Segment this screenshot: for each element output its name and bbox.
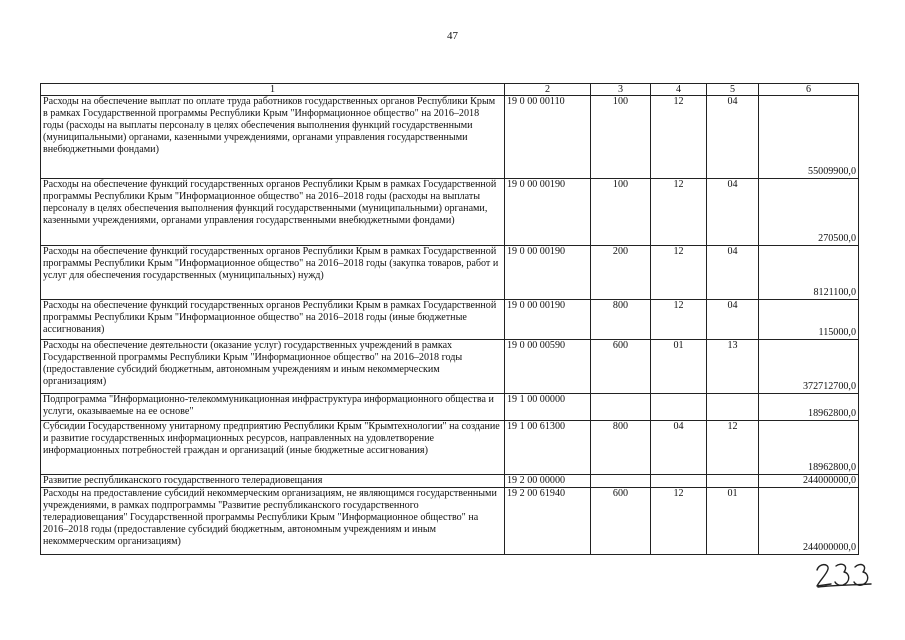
expense-type-code: 800	[591, 300, 651, 340]
target-article-code: 19 0 00 00190	[505, 246, 591, 300]
table-row	[41, 394, 859, 421]
row-description: Расходы на обеспечение функций государственных органов Республики Крым в рамках Государственной программы Республики Крым "Информационное общество" на 2016–2018 годы (иные бюджетные ассигнования)	[41, 300, 505, 340]
amount: 115000,0	[759, 300, 859, 340]
expense-type-code: 200	[591, 246, 651, 300]
amount: 244000000,0	[759, 488, 859, 555]
subsection-code: 12	[707, 421, 759, 475]
target-article-code: 19 0 00 00110	[505, 96, 591, 179]
handwritten-page-number	[814, 560, 874, 588]
column-header: 3	[591, 84, 651, 96]
subsection-code: 04	[707, 179, 759, 246]
section-code: 04	[651, 421, 707, 475]
expense-type-code: 100	[591, 179, 651, 246]
amount: 18962800,0	[759, 394, 859, 421]
table-row	[41, 421, 859, 475]
amount: 270500,0	[759, 179, 859, 246]
subsection-code: 01	[707, 488, 759, 555]
expense-type-code: 100	[591, 96, 651, 179]
table-row	[41, 488, 859, 555]
target-article-code: 19 0 00 00190	[505, 300, 591, 340]
table-row	[41, 340, 859, 394]
row-description: Расходы на обеспечение функций государственных органов Республики Крым в рамках Государственной программы Республики Крым "Информационное общество" на 2016–2018 годы (расходы на выплаты персоналу в целях обеспечения выполнения функций государственными (муниципальными) органами, казенными учреждениями, органами управления государственными внебюджетными фондами)	[41, 179, 505, 246]
amount: 55009900,0	[759, 96, 859, 179]
target-article-code: 19 1 00 61300	[505, 421, 591, 475]
amount: 18962800,0	[759, 421, 859, 475]
target-article-code: 19 2 00 00000	[505, 475, 591, 488]
column-header: 1	[41, 84, 505, 96]
row-description: Развитие республиканского государственного телерадиовещания	[41, 475, 505, 488]
expense-type-code: 600	[591, 340, 651, 394]
expense-type-code: 800	[591, 421, 651, 475]
budget-table	[40, 83, 859, 555]
row-description: Расходы на предоставление субсидий некоммерческим организациям, не являющимся государственными учреждениями, в рамках подпрограммы "Развитие республиканского государственного телерадиовещания" Государственной программы Республики Крым "Информационное общество" на 2016–2018 годы (предоставление субсидий бюджетным, автономным учреждениям и иным некоммерческим организациям)	[41, 488, 505, 555]
section-code: 12	[651, 246, 707, 300]
expense-type-code	[591, 394, 651, 421]
amount: 244000000,0	[759, 475, 859, 488]
section-code: 01	[651, 340, 707, 394]
row-description: Подпрограмма "Информационно-телекоммуникационная инфраструктура информационного общества и услуги, оказываемые на ее основе"	[41, 394, 505, 421]
section-code: 12	[651, 488, 707, 555]
expense-type-code	[591, 475, 651, 488]
subsection-code: 04	[707, 96, 759, 179]
subsection-code	[707, 475, 759, 488]
section-code	[651, 475, 707, 488]
section-code: 12	[651, 300, 707, 340]
subsection-code: 04	[707, 300, 759, 340]
table-row	[41, 475, 859, 488]
row-description: Расходы на обеспечение функций государственных органов Республики Крым в рамках Государственной программы Республики Крым "Информационное общество" на 2016–2018 годы (закупка товаров, работ и услуг для обеспечения государственных (муниципальных) нужд)	[41, 246, 505, 300]
target-article-code: 19 1 00 00000	[505, 394, 591, 421]
row-description: Расходы на обеспечение выплат по оплате труда работников государственных органов Республики Крым в рамках Государственной программы Республики Крым "Информационное общество" на 2016–2018 годы (расходы на выплаты персоналу в целях обеспечения выполнения функций государственными (муниципальными) органами, казенными учреждениями, органами управления государственными внебюджетными фондами)	[41, 96, 505, 179]
page-number: 47	[447, 30, 458, 42]
section-code	[651, 394, 707, 421]
subsection-code	[707, 394, 759, 421]
section-code: 12	[651, 96, 707, 179]
amount: 372712700,0	[759, 340, 859, 394]
target-article-code: 19 0 00 00190	[505, 179, 591, 246]
row-description: Расходы на обеспечение деятельности (оказание услуг) государственных учреждений в рамках Государственной программы Республики Крым "Информационное общество" на 2016–2018 годы (предоставление субсидий бюджетным, автономным учреждениям и иным некоммерческим организациям)	[41, 340, 505, 394]
table-row	[41, 300, 859, 340]
column-header: 2	[505, 84, 591, 96]
column-header: 4	[651, 84, 707, 96]
target-article-code: 19 2 00 61940	[505, 488, 591, 555]
table-header-row	[41, 84, 859, 96]
table-row	[41, 96, 859, 179]
subsection-code: 04	[707, 246, 759, 300]
table-row	[41, 179, 859, 246]
column-header: 5	[707, 84, 759, 96]
target-article-code: 19 0 00 00590	[505, 340, 591, 394]
section-code: 12	[651, 179, 707, 246]
table-row	[41, 246, 859, 300]
column-header: 6	[759, 84, 859, 96]
amount: 8121100,0	[759, 246, 859, 300]
subsection-code: 13	[707, 340, 759, 394]
expense-type-code: 600	[591, 488, 651, 555]
row-description: Субсидии Государственному унитарному предприятию Республики Крым "Крымтехнологии" на создание и развитие государственных информационных ресурсов, направленных на удовлетворение информационных потребностей граждан и организаций (иные бюджетные ассигнования)	[41, 421, 505, 475]
